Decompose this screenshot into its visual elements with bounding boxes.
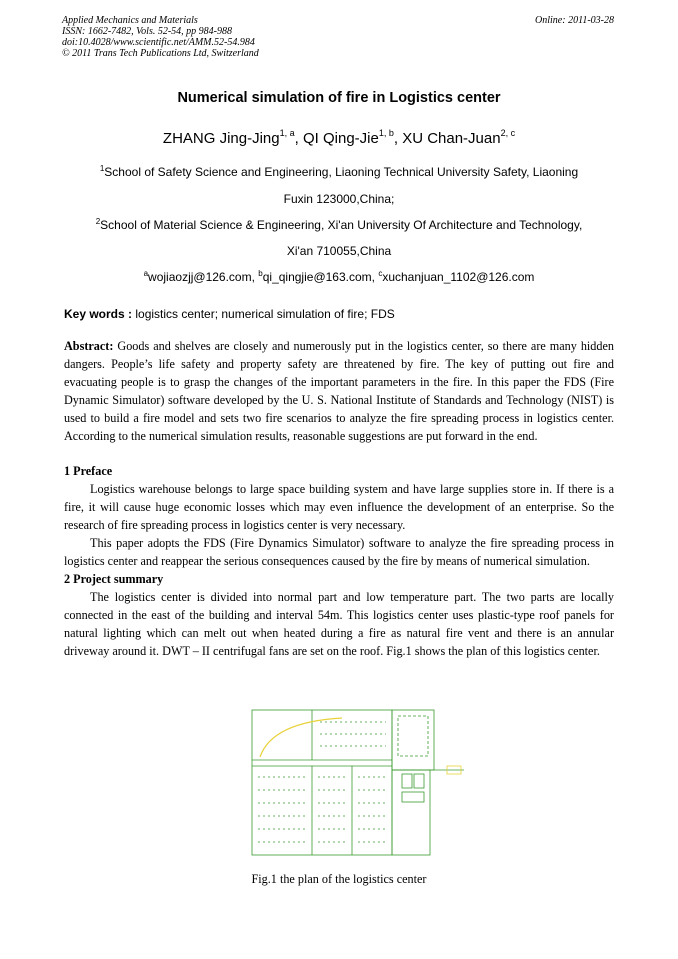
- affil-text: School of Material Science & Engineering, Xi'an University Of Architecture and Technology,: [100, 218, 583, 232]
- author-affil-marker: 1, b: [378, 128, 394, 138]
- keywords: [64, 307, 395, 321]
- keywords-label: Key words :: [64, 307, 133, 321]
- journal-name: Applied Mechanics and Materials: [62, 15, 198, 26]
- driveway-curve: [260, 718, 342, 757]
- section-1: [64, 462, 614, 660]
- affiliation-2-line-2: Xi'an 710055,China: [286, 244, 392, 258]
- paragraph: The logistics center is divided into normal part and low temperature part. The two parts are locally connected in the east of the building and interval 54m. This logistics center uses plastic-type roof panels for natural lighting which can melt out when heated during a fire as natural fire vent and there is an annular driveway around it. DWT – II centrifugal fans are set on the roof. Fig.1 shows the plan of this logistics center.: [64, 590, 614, 658]
- email-address: wojiaozjj@126.com,: [148, 270, 259, 284]
- stair-core: [414, 774, 424, 788]
- paper-title: Numerical simulation of fire in Logistics center: [177, 90, 501, 106]
- author-separator: ,: [294, 130, 303, 147]
- abstract: [64, 337, 614, 445]
- online-date: Online: 2011-03-28: [535, 15, 614, 26]
- copyright-line: © 2011 Trans Tech Publications Ltd, Switzerland: [62, 48, 259, 59]
- abstract-text: Goods and shelves are closely and numerously put in the logistics center, so there are many hidden dangers. People’s life safety and property safety are threatened by fire. The key of putting out fire and evacuating people is to grasp the changes of the important parameters in the fire. In this paper the FDS (Fire Dynamic Simulator) software developed by the U. S. National Institute of Standards and Technology (NIST) is used to build a fire model and sets two fire scenarios to analyze the fire spreading process in logistics center. According to the numerical simulation results, reasonable suggestions are put forward in the end.: [64, 339, 614, 443]
- journal-header: [62, 15, 259, 59]
- affil-text: School of Safety Science and Engineering, Liaoning Technical University Safety, Liaoning: [104, 165, 579, 179]
- author-name: XU Chan-Juan: [402, 130, 501, 147]
- email-marker: a: [143, 269, 149, 278]
- author-name: QI Qing-Jie: [302, 130, 379, 147]
- logistics-center-plan-drawing: [242, 702, 464, 865]
- paragraph: Logistics warehouse belongs to large space building system and have large supplies store in. If there is a fire, it will cause huge economic losses which may even influence the development of an enterprise. So the research of fire spreading process in logistics center is very necessary.: [64, 482, 614, 532]
- author-affil-marker: 1, a: [279, 128, 295, 138]
- building-outline: [252, 710, 392, 855]
- doi-line: doi:10.4028/www.scientific.net/AMM.52-54.984: [62, 37, 255, 48]
- affil-marker: 1: [99, 164, 105, 173]
- figure-caption: Fig.1 the plan of the logistics center: [251, 872, 427, 886]
- service-room: [402, 792, 424, 802]
- abstract-label: Abstract:: [64, 339, 114, 353]
- affiliation-2-line-1: [0, 218, 678, 232]
- figure-plan: [242, 702, 464, 865]
- author-separator: ,: [393, 130, 403, 147]
- affiliation-1-line-1: [0, 165, 678, 179]
- issn-line: ISSN: 1662-7482, Vols. 52-54, pp 984-988: [62, 26, 232, 37]
- email-marker: c: [378, 269, 383, 278]
- email-address: qi_qingjie@163.com,: [262, 270, 379, 284]
- paragraph: This paper adopts the FDS (Fire Dynamics Simulator) software to analyze the fire spreading process in logistics center and reappear the serious consequences caused by the fire by means of numerical simulation.: [64, 536, 614, 568]
- affil-marker: 2: [95, 217, 101, 226]
- email-marker: b: [258, 269, 263, 278]
- section-heading: 1 Preface: [64, 464, 113, 478]
- office-block: [398, 716, 428, 756]
- affiliation-1-line-2: Fuxin 123000,China;: [283, 192, 395, 206]
- author-list: [0, 130, 678, 147]
- stair-core: [402, 774, 412, 788]
- keywords-text: logistics center; numerical simulation of fire; FDS: [132, 307, 395, 321]
- section-heading: 2 Project summary: [64, 572, 164, 586]
- author-affil-marker: 2, c: [500, 128, 516, 138]
- author-name: ZHANG Jing-Jing: [162, 130, 280, 147]
- email-line: [0, 270, 678, 284]
- email-address: xuchanjuan_1102@126.com: [382, 270, 535, 284]
